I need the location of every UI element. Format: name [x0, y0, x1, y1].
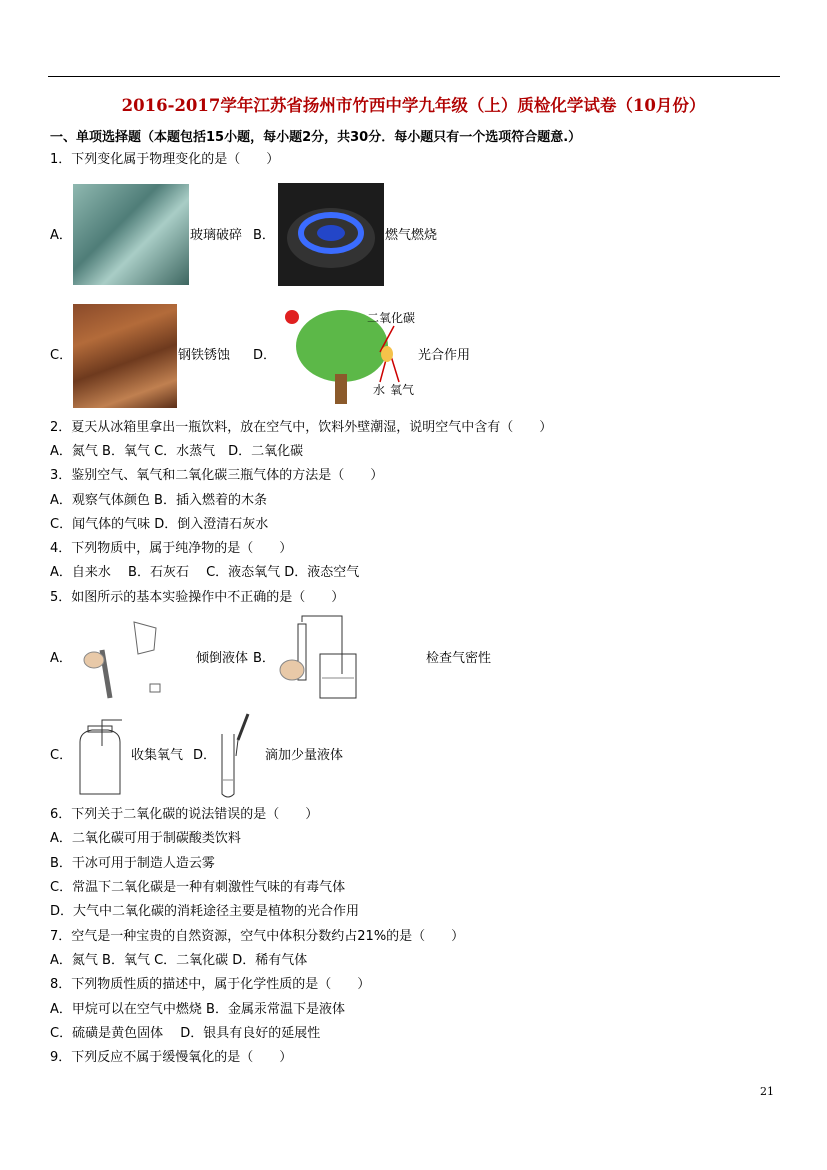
question-6-option-b: B．干冰可用于制造人造云雾: [50, 856, 215, 871]
question-1: 1．下列变化属于物理变化的是（ ）: [50, 152, 280, 167]
dropper-image: [214, 710, 260, 800]
q1-option-d-letter: D．: [253, 348, 277, 363]
q1-option-c-letter: C．: [50, 348, 73, 363]
question-6-option-a: A．二氧化碳可用于制碳酸类饮料: [50, 831, 241, 846]
question-8-options-1: A．甲烷可以在空气中燃烧 B．金属汞常温下是液体: [50, 1002, 345, 1017]
rusty-steel-image: [73, 304, 177, 408]
oxygen-collection-image: [72, 712, 128, 798]
header-rule: [48, 76, 780, 77]
q5-option-d-letter: D．: [193, 748, 217, 763]
q1-option-a-letter: A．: [50, 228, 72, 243]
q5-option-c-letter: C．: [50, 748, 73, 763]
oxygen-label: 氧气: [390, 383, 415, 397]
question-6: 6．下列关于二氧化碳的说法错误的是（ ）: [50, 807, 319, 822]
question-5: 5．如图所示的基本实验操作中不正确的是（ ）: [50, 590, 345, 605]
section-heading: 一、单项选择题（本题包括15小题，每小题2分，共30分．每小题只有一个选项符合题意.）: [50, 130, 582, 145]
airtightness-check-image: [276, 614, 362, 702]
co2-label: 二氧化碳: [367, 311, 416, 325]
question-9: 9．下列反应不属于缓慢氧化的是（ ）: [50, 1050, 293, 1065]
q5-option-b-text: 检查气密性: [426, 651, 492, 666]
gas-burner-image: [278, 183, 384, 286]
q5-option-c-text: 收集氧气: [131, 748, 184, 763]
question-7-options: A．氮气 B．氧气 C．二氧化碳 D．稀有气体: [50, 953, 308, 968]
question-2: 2．夏天从冰箱里拿出一瓶饮料，放在空气中，饮料外壁潮湿，说明空气中含有（ ）: [50, 420, 553, 435]
q5-option-d-text: 滴加少量液体: [265, 748, 344, 763]
question-8-options-2: C．硫磺是黄色固体 D．银具有良好的延展性: [50, 1026, 321, 1041]
question-4: 4．下列物质中，属于纯净物的是（ ）: [50, 541, 293, 556]
q1-option-b-text: 燃气燃烧: [385, 228, 438, 243]
q5-option-b-letter: B．: [253, 651, 275, 666]
question-4-options: A．自来水 B．石灰石 C．液态氧气 D．液态空气: [50, 565, 360, 580]
question-3-options-1: A．观察气体颜色 B．插入燃着的木条: [50, 493, 267, 508]
question-3-options-2: C．闻气体的气味 D．倒入澄清石灰水: [50, 517, 269, 532]
question-2-options: A．氮气 B．氧气 C．水蒸气 D．二氧化碳: [50, 444, 304, 459]
page-number: 21: [760, 1085, 774, 1098]
pouring-liquid-image: [72, 616, 166, 702]
q5-option-a-text: 倾倒液体: [196, 651, 249, 666]
photosynthesis-diagram: [277, 304, 417, 407]
q1-option-a-text: 玻璃破碎: [190, 228, 243, 243]
broken-glass-image: [73, 184, 189, 285]
q1-option-d-text: 光合作用: [418, 348, 471, 363]
q1-option-b-letter: B．: [253, 228, 275, 243]
question-8: 8．下列物质性质的描述中，属于化学性质的是（ ）: [50, 977, 371, 992]
q5-option-a-letter: A．: [50, 651, 72, 666]
question-6-option-d: D．大气中二氧化碳的消耗途径主要是植物的光合作用: [50, 904, 360, 919]
question-7: 7．空气是一种宝贵的自然资源，空气中体积分数约占21%的是（ ）: [50, 929, 465, 944]
exam-title: 2016-2017学年江苏省扬州市竹西中学九年级（上）质检化学试卷（10月份）: [121, 96, 706, 115]
question-6-option-c: C．常温下二氧化碳是一种有刺激性气味的有毒气体: [50, 880, 346, 895]
water-label: 水: [373, 383, 386, 397]
q1-option-c-text: 钢铁锈蚀: [178, 348, 231, 363]
question-3: 3．鉴别空气、氧气和二氧化碳三瓶气体的方法是（ ）: [50, 468, 384, 483]
